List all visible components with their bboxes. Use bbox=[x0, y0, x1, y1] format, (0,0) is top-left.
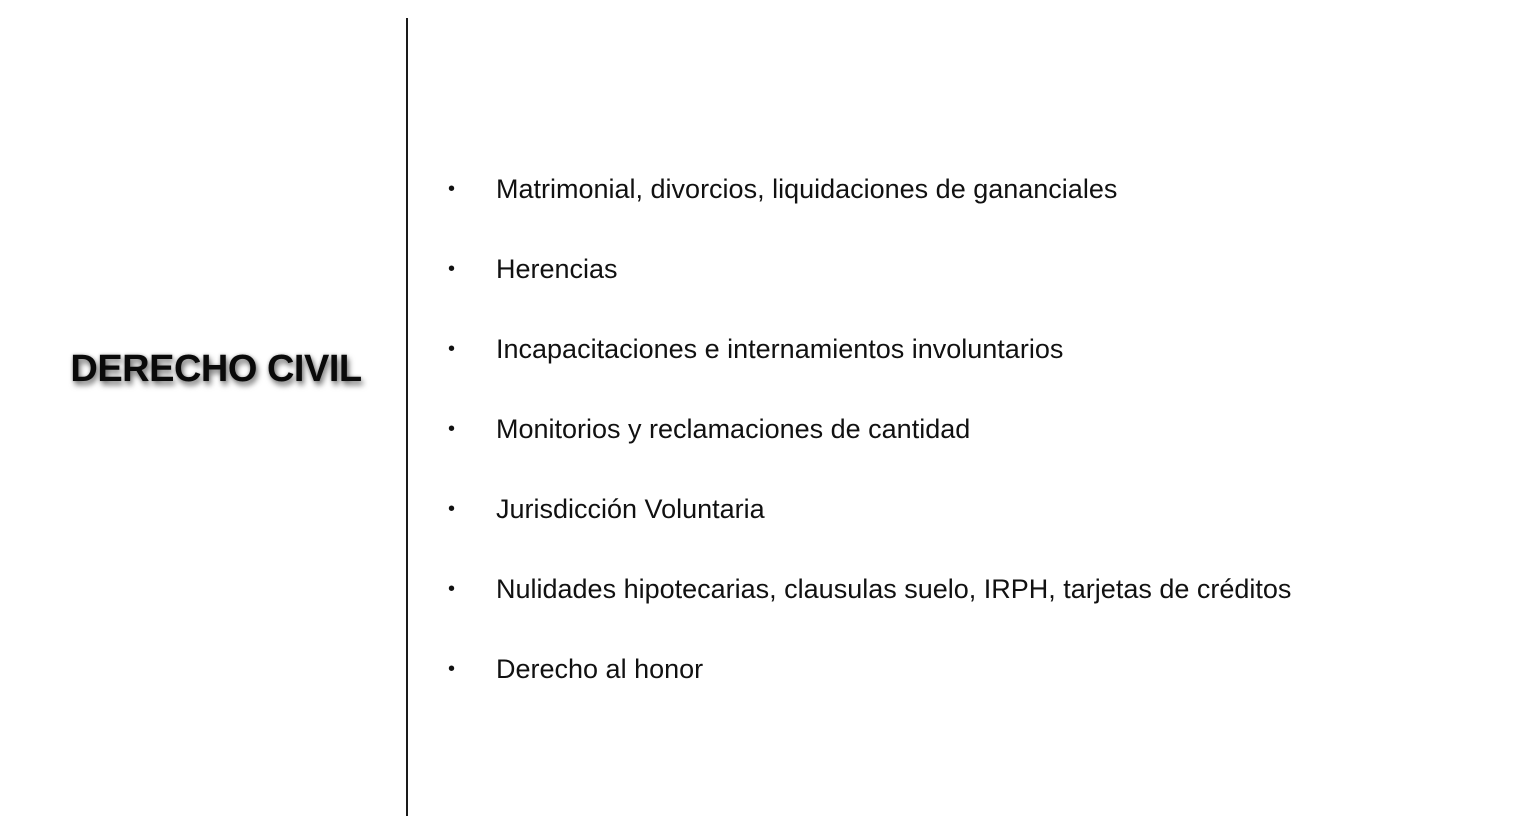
list-item bbox=[448, 488, 1291, 568]
list-item bbox=[448, 168, 1291, 248]
list-item-text: Incapacitaciones e internamientos involuntarios bbox=[496, 334, 1064, 364]
list-item-text: Derecho al honor bbox=[496, 654, 704, 684]
bullet-icon: • bbox=[448, 258, 456, 280]
list-item bbox=[448, 648, 1291, 728]
list-item-text: Monitorios y reclamaciones de cantidad bbox=[496, 414, 971, 444]
list-item-text: Matrimonial, divorcios, liquidaciones de gananciales bbox=[496, 174, 1118, 204]
bullet-icon: • bbox=[448, 178, 456, 200]
bullet-icon: • bbox=[448, 418, 456, 440]
bullet-icon: • bbox=[448, 578, 456, 600]
list-item-text: Jurisdicción Voluntaria bbox=[496, 494, 765, 524]
list-item bbox=[448, 248, 1291, 328]
list-item bbox=[448, 408, 1291, 488]
list-item bbox=[448, 328, 1291, 408]
bullet-icon: • bbox=[448, 658, 456, 680]
bullet-icon: • bbox=[448, 338, 456, 360]
bullet-icon: • bbox=[448, 498, 456, 520]
vertical-divider bbox=[406, 18, 408, 816]
list-item bbox=[448, 568, 1291, 648]
list-item-text: Herencias bbox=[496, 254, 618, 284]
list-item-text: Nulidades hipotecarias, clausulas suelo, IRPH, tarjetas de créditos bbox=[496, 574, 1292, 604]
slide-title: DERECHO CIVIL bbox=[70, 348, 362, 390]
bullet-list bbox=[448, 168, 1291, 728]
